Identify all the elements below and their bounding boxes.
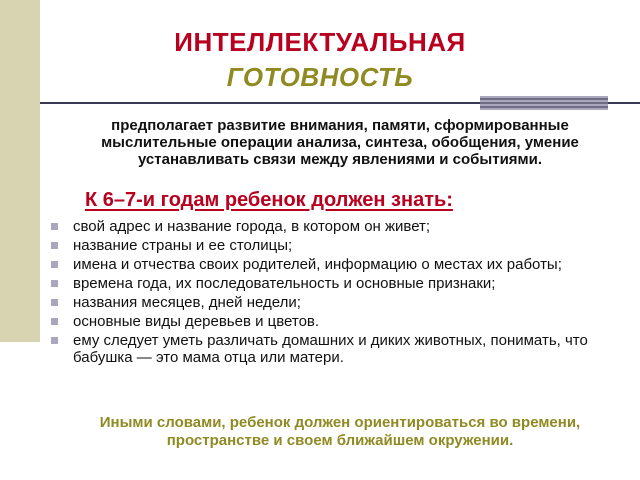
- list-item-text: свой адрес и название города, в котором он живет;: [73, 218, 431, 235]
- list-item: [38, 313, 608, 330]
- list-item: [38, 237, 608, 254]
- title-line-2: ГОТОВНОСТЬ: [226, 62, 414, 92]
- bullet-icon: [51, 261, 58, 268]
- list-item-text: названия месяцев, дней недели;: [73, 294, 301, 311]
- knowledge-list: [38, 218, 608, 368]
- list-item-text: название страны и ее столицы;: [73, 237, 293, 254]
- bullet-icon: [51, 280, 58, 287]
- list-item: [38, 332, 608, 366]
- bullet-icon: [51, 318, 58, 325]
- list-item: [38, 256, 608, 273]
- title-line-1: ИНТЕЛЛЕКТУАЛЬНАЯ: [174, 27, 466, 57]
- bullet-icon: [51, 299, 58, 306]
- list-item-text: основные виды деревьев и цветов.: [73, 313, 320, 330]
- bullet-icon: [51, 337, 58, 344]
- list-item: [38, 294, 608, 311]
- title-divider-block: [480, 96, 608, 110]
- list-item-text: времена года, их последовательность и основные признаки;: [73, 275, 496, 292]
- bullet-icon: [51, 242, 58, 249]
- list-item: [38, 218, 608, 235]
- section-heading: К 6–7-и годам ребенок должен знать:: [85, 189, 453, 211]
- list-item: [38, 275, 608, 292]
- bullet-icon: [51, 223, 58, 230]
- list-item-text: ему следует уметь различать домашних и диких животных, понимать, что бабушка — это мама отца или матери.: [73, 332, 588, 366]
- footer-summary: Иными словами, ребенок должен ориентироваться во времени, пространстве и своем ближайшем окружении.: [99, 414, 581, 449]
- list-item-text: имена и отчества своих родителей, информацию о местах их работы;: [73, 256, 562, 273]
- intro-paragraph: предполагает развитие внимания, памяти, сформированные мыслительные операции анализа, синтеза, обобщения, умение устанавливать связи между явлениями и событиями.: [101, 117, 579, 168]
